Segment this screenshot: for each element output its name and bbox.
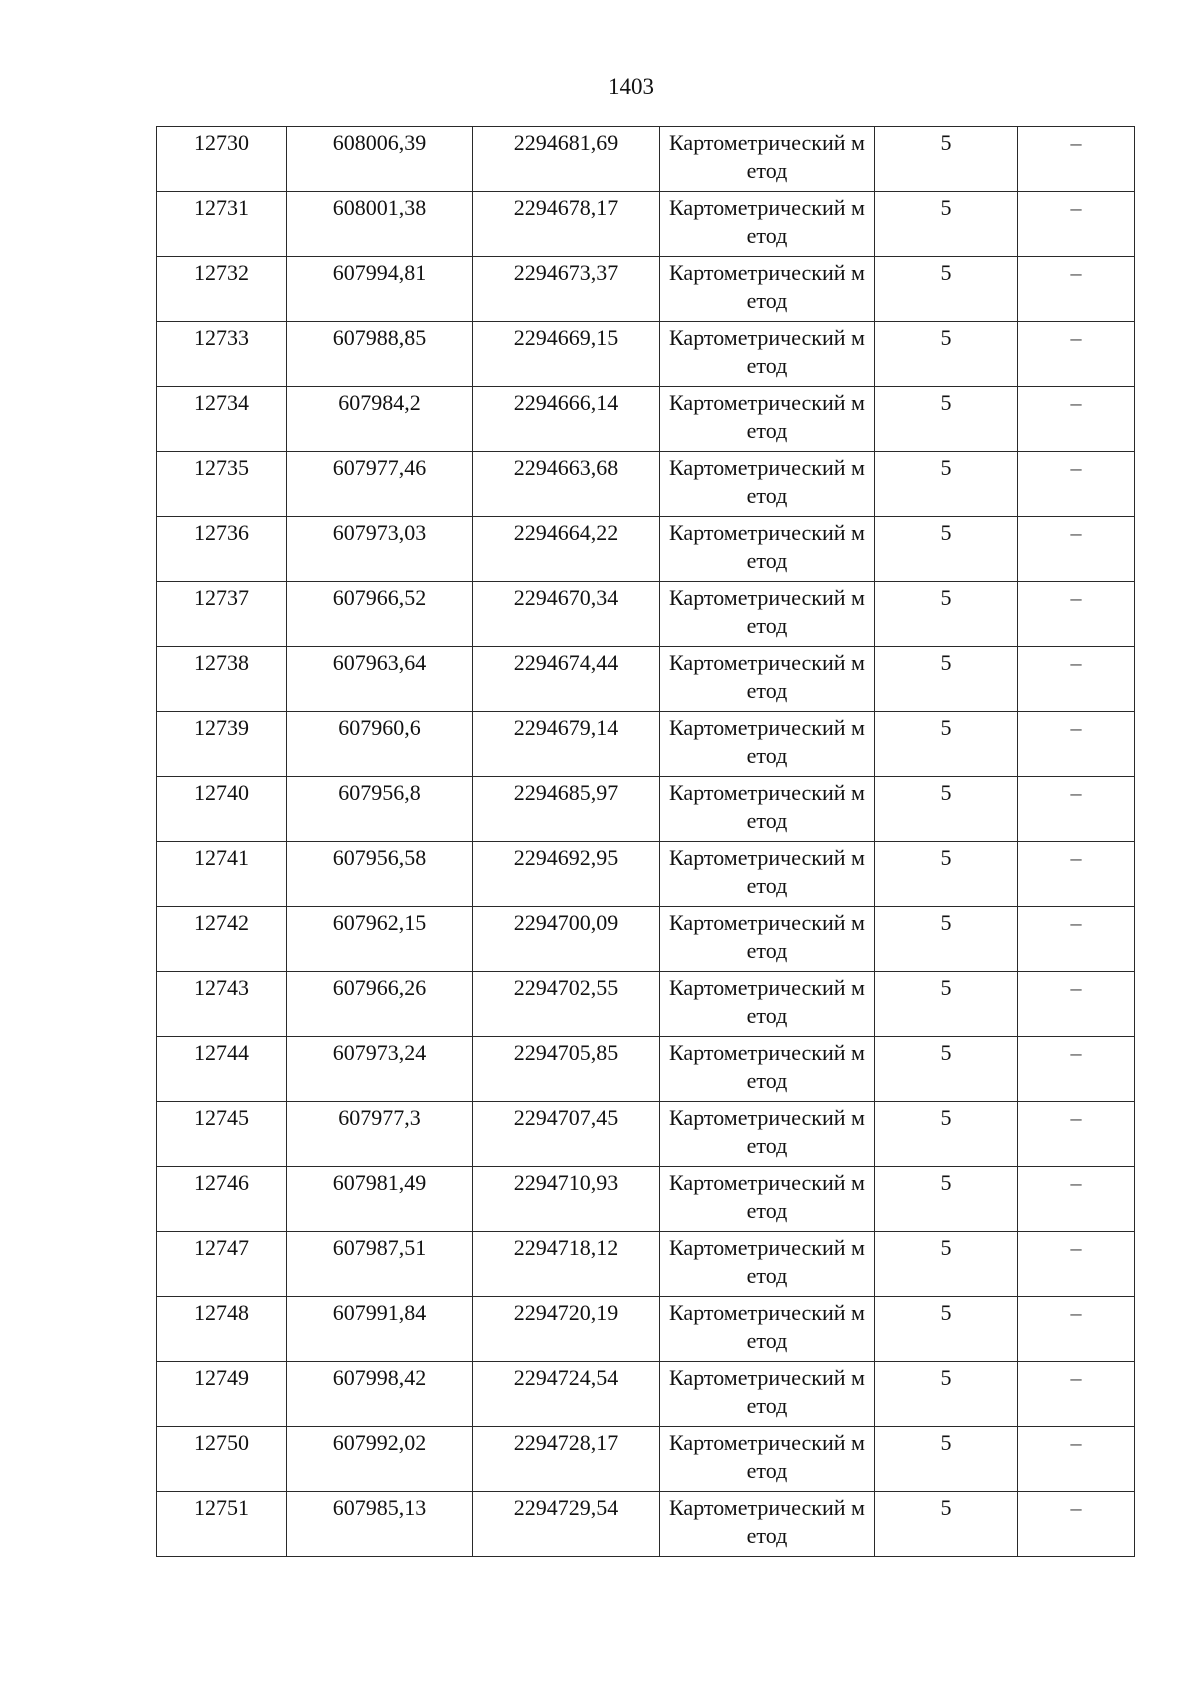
y-coordinate-cell: 2294705,85 [473, 1037, 660, 1102]
note-cell: – [1018, 972, 1135, 1037]
note-cell: – [1018, 1427, 1135, 1492]
note-cell: – [1018, 322, 1135, 387]
point-number-cell: 12733 [157, 322, 287, 387]
table-row [157, 647, 1135, 712]
method-cell: Картометрический метод [660, 1037, 875, 1102]
method-cell: Картометрический метод [660, 582, 875, 647]
method-cell: Картометрический метод [660, 127, 875, 192]
note-cell: – [1018, 257, 1135, 322]
y-coordinate-cell: 2294707,45 [473, 1102, 660, 1167]
method-cell: Картометрический метод [660, 777, 875, 842]
note-cell: – [1018, 387, 1135, 452]
point-number-cell: 12743 [157, 972, 287, 1037]
accuracy-cell: 5 [875, 1427, 1018, 1492]
x-coordinate-cell: 607994,81 [287, 257, 473, 322]
accuracy-cell: 5 [875, 1167, 1018, 1232]
x-coordinate-cell: 607987,51 [287, 1232, 473, 1297]
x-coordinate-cell: 607956,8 [287, 777, 473, 842]
y-coordinate-cell: 2294674,44 [473, 647, 660, 712]
x-coordinate-cell: 608006,39 [287, 127, 473, 192]
x-coordinate-cell: 607960,6 [287, 712, 473, 777]
method-cell: Картометрический метод [660, 452, 875, 517]
method-cell: Картометрический метод [660, 842, 875, 907]
accuracy-cell: 5 [875, 452, 1018, 517]
method-cell: Картометрический метод [660, 972, 875, 1037]
accuracy-cell: 5 [875, 777, 1018, 842]
x-coordinate-cell: 607992,02 [287, 1427, 473, 1492]
point-number-cell: 12736 [157, 517, 287, 582]
y-coordinate-cell: 2294710,93 [473, 1167, 660, 1232]
table-row [157, 907, 1135, 972]
accuracy-cell: 5 [875, 907, 1018, 972]
method-cell: Картометрический метод [660, 1232, 875, 1297]
point-number-cell: 12746 [157, 1167, 287, 1232]
y-coordinate-cell: 2294724,54 [473, 1362, 660, 1427]
note-cell: – [1018, 1167, 1135, 1232]
note-cell: – [1018, 842, 1135, 907]
x-coordinate-cell: 607966,52 [287, 582, 473, 647]
note-cell: – [1018, 1492, 1135, 1557]
y-coordinate-cell: 2294666,14 [473, 387, 660, 452]
y-coordinate-cell: 2294664,22 [473, 517, 660, 582]
x-coordinate-cell: 607998,42 [287, 1362, 473, 1427]
x-coordinate-cell: 607985,13 [287, 1492, 473, 1557]
table-row [157, 192, 1135, 257]
point-number-cell: 12734 [157, 387, 287, 452]
point-number-cell: 12747 [157, 1232, 287, 1297]
y-coordinate-cell: 2294685,97 [473, 777, 660, 842]
y-coordinate-cell: 2294720,19 [473, 1297, 660, 1362]
accuracy-cell: 5 [875, 842, 1018, 907]
table-row [157, 127, 1135, 192]
accuracy-cell: 5 [875, 1297, 1018, 1362]
table-row [157, 517, 1135, 582]
note-cell: – [1018, 1102, 1135, 1167]
table-row [157, 322, 1135, 387]
point-number-cell: 12745 [157, 1102, 287, 1167]
method-cell: Картометрический метод [660, 907, 875, 972]
y-coordinate-cell: 2294729,54 [473, 1492, 660, 1557]
accuracy-cell: 5 [875, 1102, 1018, 1167]
note-cell: – [1018, 1232, 1135, 1297]
point-number-cell: 12737 [157, 582, 287, 647]
accuracy-cell: 5 [875, 972, 1018, 1037]
accuracy-cell: 5 [875, 387, 1018, 452]
y-coordinate-cell: 2294678,17 [473, 192, 660, 257]
note-cell: – [1018, 1037, 1135, 1102]
x-coordinate-cell: 608001,38 [287, 192, 473, 257]
point-number-cell: 12744 [157, 1037, 287, 1102]
y-coordinate-cell: 2294679,14 [473, 712, 660, 777]
y-coordinate-cell: 2294702,55 [473, 972, 660, 1037]
x-coordinate-cell: 607956,58 [287, 842, 473, 907]
point-number-cell: 12731 [157, 192, 287, 257]
accuracy-cell: 5 [875, 1492, 1018, 1557]
note-cell: – [1018, 712, 1135, 777]
accuracy-cell: 5 [875, 257, 1018, 322]
table-row [157, 1362, 1135, 1427]
point-number-cell: 12738 [157, 647, 287, 712]
accuracy-cell: 5 [875, 517, 1018, 582]
table-row [157, 842, 1135, 907]
x-coordinate-cell: 607973,24 [287, 1037, 473, 1102]
table-row [157, 1232, 1135, 1297]
accuracy-cell: 5 [875, 1362, 1018, 1427]
method-cell: Картометрический метод [660, 1492, 875, 1557]
accuracy-cell: 5 [875, 712, 1018, 777]
accuracy-cell: 5 [875, 1232, 1018, 1297]
method-cell: Картометрический метод [660, 1167, 875, 1232]
method-cell: Картометрический метод [660, 322, 875, 387]
method-cell: Картометрический метод [660, 192, 875, 257]
method-cell: Картометрический метод [660, 1297, 875, 1362]
table-row [157, 1037, 1135, 1102]
accuracy-cell: 5 [875, 322, 1018, 387]
y-coordinate-cell: 2294669,15 [473, 322, 660, 387]
point-number-cell: 12749 [157, 1362, 287, 1427]
point-number-cell: 12739 [157, 712, 287, 777]
table-row [157, 582, 1135, 647]
method-cell: Картометрический метод [660, 1102, 875, 1167]
table-row [157, 1427, 1135, 1492]
method-cell: Картометрический метод [660, 647, 875, 712]
method-cell: Картометрический метод [660, 517, 875, 582]
accuracy-cell: 5 [875, 127, 1018, 192]
table-row [157, 1492, 1135, 1557]
x-coordinate-cell: 607984,2 [287, 387, 473, 452]
method-cell: Картометрический метод [660, 387, 875, 452]
point-number-cell: 12741 [157, 842, 287, 907]
x-coordinate-cell: 607991,84 [287, 1297, 473, 1362]
note-cell: – [1018, 517, 1135, 582]
point-number-cell: 12735 [157, 452, 287, 517]
method-cell: Картометрический метод [660, 1427, 875, 1492]
point-number-cell: 12730 [157, 127, 287, 192]
x-coordinate-cell: 607988,85 [287, 322, 473, 387]
y-coordinate-cell: 2294692,95 [473, 842, 660, 907]
note-cell: – [1018, 452, 1135, 517]
method-cell: Картометрический метод [660, 257, 875, 322]
table-row [157, 1297, 1135, 1362]
method-cell: Картометрический метод [660, 1362, 875, 1427]
table-row [157, 452, 1135, 517]
y-coordinate-cell: 2294718,12 [473, 1232, 660, 1297]
note-cell: – [1018, 647, 1135, 712]
y-coordinate-cell: 2294663,68 [473, 452, 660, 517]
x-coordinate-cell: 607966,26 [287, 972, 473, 1037]
y-coordinate-cell: 2294700,09 [473, 907, 660, 972]
y-coordinate-cell: 2294673,37 [473, 257, 660, 322]
accuracy-cell: 5 [875, 647, 1018, 712]
x-coordinate-cell: 607973,03 [287, 517, 473, 582]
point-number-cell: 12732 [157, 257, 287, 322]
note-cell: – [1018, 907, 1135, 972]
x-coordinate-cell: 607977,3 [287, 1102, 473, 1167]
note-cell: – [1018, 582, 1135, 647]
table-body [157, 127, 1135, 1557]
table-row [157, 777, 1135, 842]
table-row [157, 1167, 1135, 1232]
point-number-cell: 12748 [157, 1297, 287, 1362]
table-row [157, 257, 1135, 322]
accuracy-cell: 5 [875, 1037, 1018, 1102]
point-number-cell: 12750 [157, 1427, 287, 1492]
note-cell: – [1018, 1297, 1135, 1362]
y-coordinate-cell: 2294728,17 [473, 1427, 660, 1492]
x-coordinate-cell: 607981,49 [287, 1167, 473, 1232]
table-row [157, 1102, 1135, 1167]
point-number-cell: 12740 [157, 777, 287, 842]
table-row [157, 712, 1135, 777]
note-cell: – [1018, 777, 1135, 842]
y-coordinate-cell: 2294670,34 [473, 582, 660, 647]
note-cell: – [1018, 127, 1135, 192]
note-cell: – [1018, 1362, 1135, 1427]
point-number-cell: 12742 [157, 907, 287, 972]
table-row [157, 972, 1135, 1037]
table-row [157, 387, 1135, 452]
y-coordinate-cell: 2294681,69 [473, 127, 660, 192]
x-coordinate-cell: 607963,64 [287, 647, 473, 712]
page-number: 1403 [608, 74, 654, 99]
coordinates-table [156, 126, 1135, 1557]
point-number-cell: 12751 [157, 1492, 287, 1557]
x-coordinate-cell: 607977,46 [287, 452, 473, 517]
accuracy-cell: 5 [875, 582, 1018, 647]
note-cell: – [1018, 192, 1135, 257]
accuracy-cell: 5 [875, 192, 1018, 257]
x-coordinate-cell: 607962,15 [287, 907, 473, 972]
method-cell: Картометрический метод [660, 712, 875, 777]
